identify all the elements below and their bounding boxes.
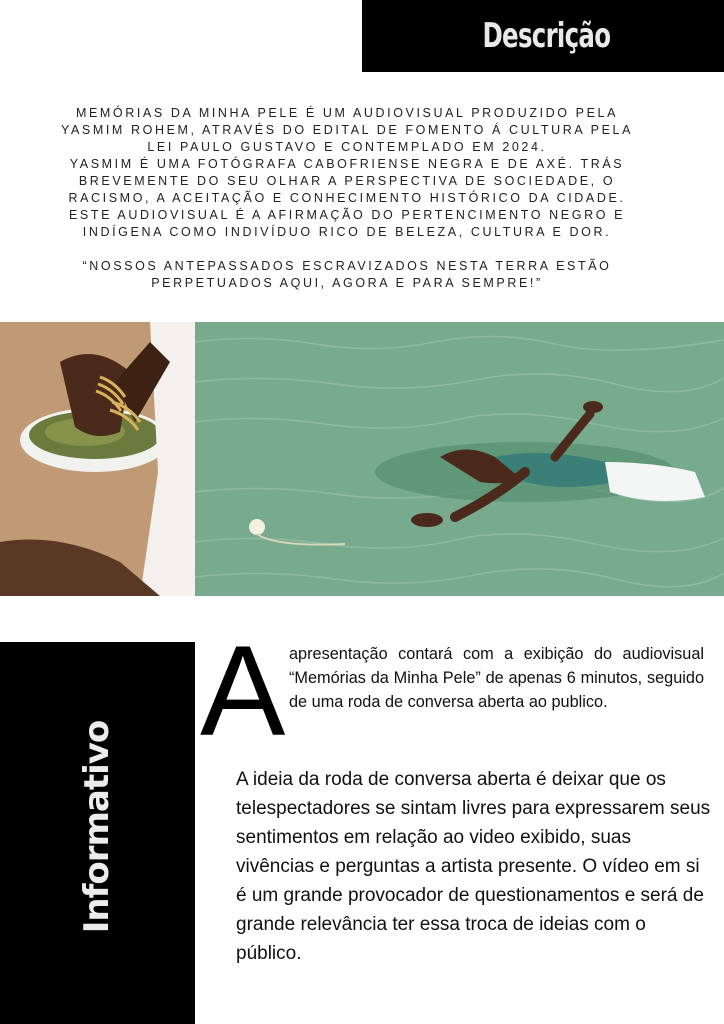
photo-hands-washing-in-basin [0, 322, 195, 596]
description-line: RACISMO, A ACEITAÇÃO E CONHECIMENTO HISTÓRICO DA CIDADE. [68, 191, 626, 205]
intro-paragraph [289, 642, 704, 714]
description-text [30, 105, 664, 292]
description-line: LEI PAULO GUSTAVO E CONTEMPLADO EM 2024. [147, 140, 547, 154]
description-line: YASMIM É UMA FOTÓGRAFA CABOFRIENSE NEGRA E DE AXÉ. TRÁS [69, 157, 625, 171]
quote-line: PERPETUADOS AQUI, AGORA E PARA SEMPRE!” [151, 276, 543, 290]
body-paragraph [236, 765, 711, 968]
description-line: ESTE AUDIOVISUAL É A AFIRMAÇÃO DO PERTENCIMENTO NEGRO E [68, 208, 626, 222]
description-line: MEMÓRIAS DA MINHA PELE É UM AUDIOVISUAL PRODUZIDO PELA [75, 106, 619, 120]
photo-woman-floating-in-water [195, 322, 724, 596]
photo-band [0, 322, 724, 596]
quote-line: “NOSSOS ANTEPASSADOS ESCRAVIZADOS NESTA TERRA ESTÃO [82, 259, 612, 273]
description-line: YASMIM ROHEM, ATRAVÉS DO EDITAL DE FOMENTO Á CULTURA PELA [60, 123, 634, 137]
description-line: BREVEMENTE DO SEU OLHAR A PERSPECTIVA DE SOCIEDADE, O [78, 174, 616, 188]
description-title: Descrição [482, 16, 611, 56]
description-line: INDÍGENA COMO INDIVÍDUO RICO DE BELEZA, CULTURA E DOR. [82, 225, 612, 239]
drop-cap: A [200, 620, 286, 763]
intro-paragraph-text: apresentação contará com a exibição do audiovisual “Memórias da Minha Pele” de apenas 6 minutos, seguido de uma roda de conversa aberta ao publico. [289, 645, 704, 711]
description-banner [362, 0, 724, 72]
body-paragraph-text: A ideia da roda de conversa aberta é deixar que os telespectadores se sintam livres para expressarem seus sentimentos em relação ao video exibido, suas vivências e perguntas a artista presente. O vídeo em si é um grande provocador de questionamentos e será de grande relevância ter essa troca de ideias com o público. [236, 769, 711, 964]
info-title: Informativo [77, 720, 117, 934]
